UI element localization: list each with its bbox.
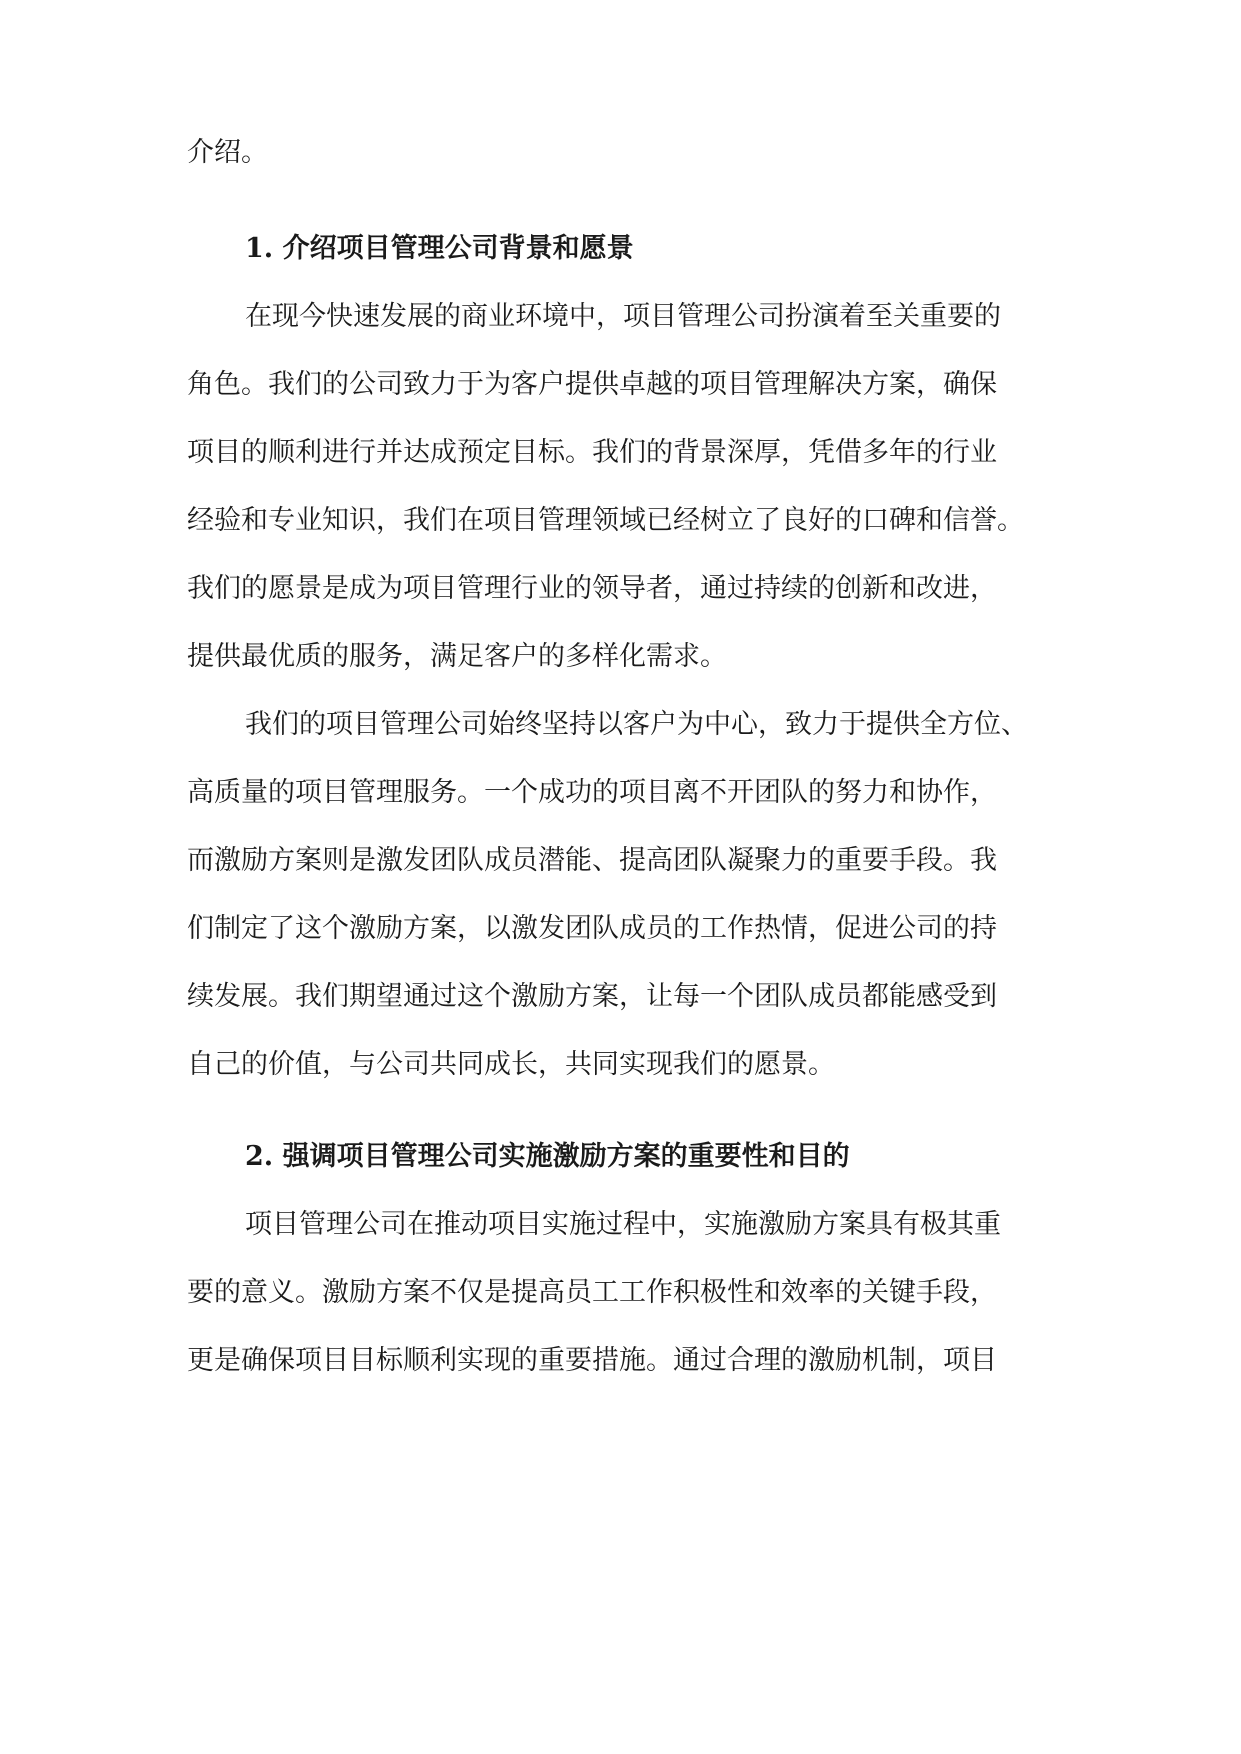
- section-1-para-2-line: 自己的价值，与公司共同成长，共同实现我们的愿景。: [187, 1049, 835, 1080]
- section-1-para-1-line: 项目的顺利进行并达成预定目标。我们的背景深厚，凭借多年的行业: [187, 437, 997, 468]
- section-2-heading: 2. 强调项目管理公司实施激励方案的重要性和目的: [245, 1141, 850, 1172]
- section-1-para-2-line: 们制定了这个激励方案，以激发团队成员的工作热情，促进公司的持: [187, 913, 997, 944]
- section-1-para-2-line: 而激励方案则是激发团队成员潜能、提高团队凝聚力的重要手段。我: [187, 845, 997, 876]
- section-1-para-1-line: 我们的愿景是成为项目管理行业的领导者，通过持续的创新和改进，: [187, 573, 997, 604]
- section-1-para-2-line: 我们的项目管理公司始终坚持以客户为中心，致力于提供全方位、: [245, 709, 1028, 740]
- section-1-para-1-line: 在现今快速发展的商业环境中，项目管理公司扮演着至关重要的: [245, 301, 1001, 332]
- section-1-para-1-line: 经验和专业知识，我们在项目管理领域已经树立了良好的口碑和信誉。: [187, 505, 1024, 536]
- section-2-para-1-line: 更是确保项目目标顺利实现的重要措施。通过合理的激励机制，项目: [187, 1345, 997, 1376]
- section-1-para-2-line: 高质量的项目管理服务。一个成功的项目离不开团队的努力和协作，: [187, 777, 997, 808]
- section-1-para-1-line: 角色。我们的公司致力于为客户提供卓越的项目管理解决方案，确保: [187, 369, 997, 400]
- section-1-para-2-line: 续发展。我们期望通过这个激励方案，让每一个团队成员都能感受到: [187, 981, 997, 1012]
- intro-fragment: 介绍。: [187, 137, 268, 168]
- section-2-para-1-line: 项目管理公司在推动项目实施过程中，实施激励方案具有极其重: [245, 1209, 1001, 1240]
- section-2-para-1-line: 要的意义。激励方案不仅是提高员工工作积极性和效率的关键手段，: [187, 1277, 997, 1308]
- section-1-heading: 1. 介绍项目管理公司背景和愿景: [245, 233, 634, 264]
- section-1-para-1-line: 提供最优质的服务，满足客户的多样化需求。: [187, 641, 727, 672]
